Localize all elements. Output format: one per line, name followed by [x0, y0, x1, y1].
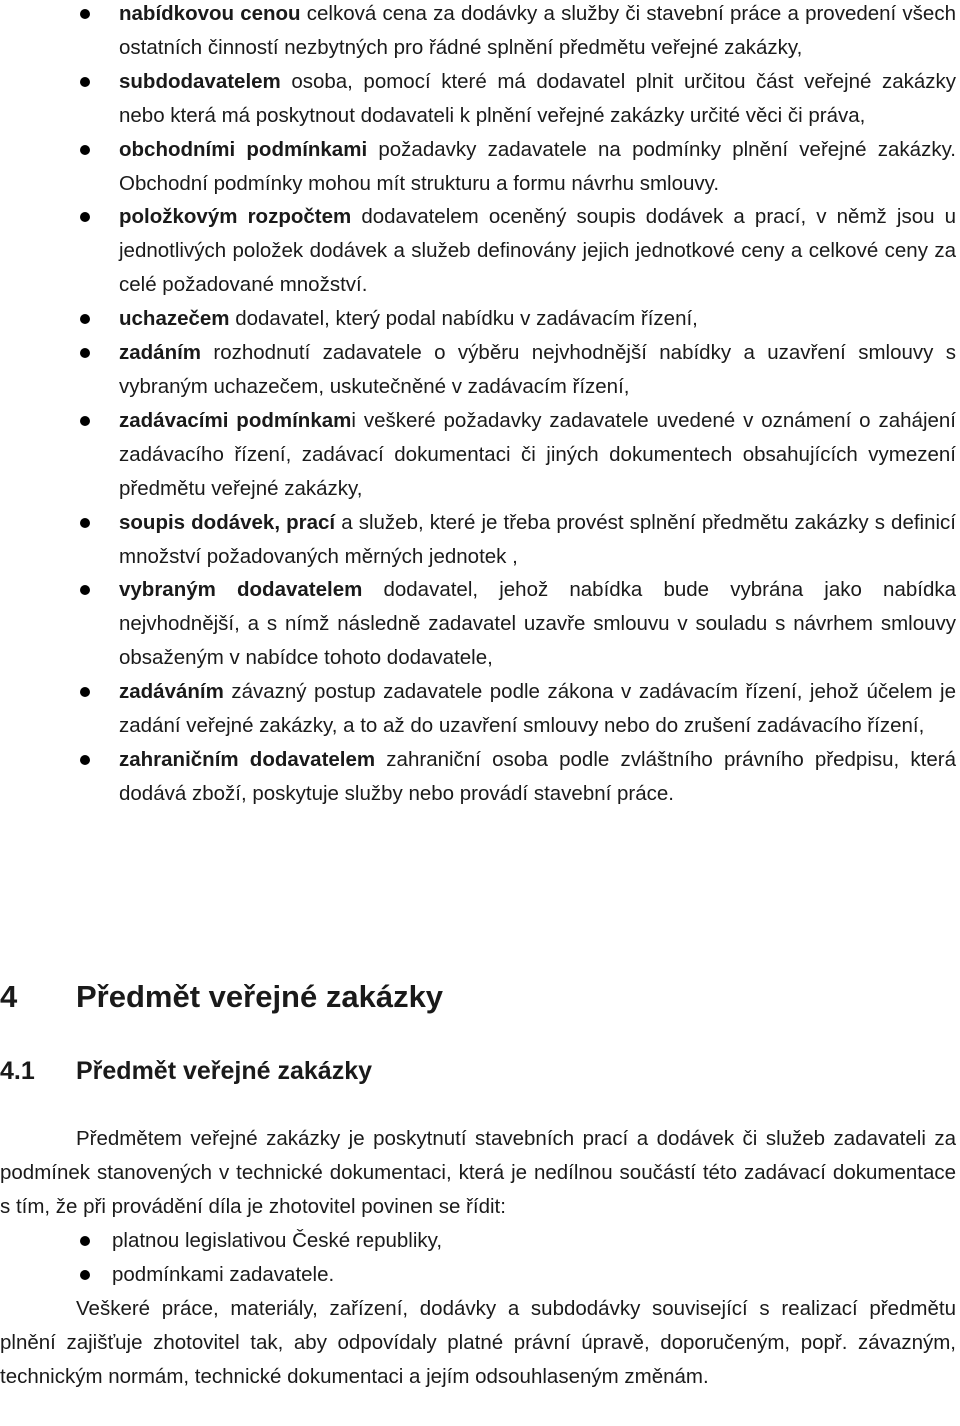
definition-term: uchazečem	[119, 307, 230, 331]
closing-paragraph: Veškeré práce, materiály, zařízení, dodávky a subdodávky související s realizací předmětu plnění zajišťuje zhotovitel tak, aby odpovídaly platné právní úpravě, doporučeným, popř. závazným, technickým normám, technické dokumentaci a jejím odsouhlaseným změnám.	[0, 1297, 956, 1388]
definition-text: zahraniční osoba podle zvláštního právního předpisu, která dodává zboží, poskytuje služby nebo provádí stavební práce.	[119, 747, 956, 805]
requirements-list	[0, 1224, 956, 1292]
definition-item	[0, 404, 960, 506]
bullet-icon	[80, 1270, 90, 1280]
definition-text: požadavky zadavatele na podmínky plnění veřejné zakázky. Obchodní podmínky mohou mít strukturu a formu návrhu smlouvy.	[119, 137, 956, 195]
definition-item	[0, 336, 960, 404]
definition-text: i veškeré požadavky zadavatele uvedené v oznámení o zahájení zadávacího řízení, zadávací dokumentaci či jiných dokumentech obsahujících vymezení předmětu veřejné zakázky,	[119, 408, 956, 500]
definition-item	[0, 743, 960, 811]
requirement-item	[0, 1224, 956, 1258]
definition-text: osoba, pomocí které má dodavatel plnit určitou část veřejné zakázky nebo která má poskytnout dodavateli k plnění veřejné zakázky určité věci či práva,	[119, 69, 956, 127]
requirement-item	[0, 1258, 956, 1292]
bullet-icon	[80, 687, 90, 697]
bullet-icon	[80, 1236, 90, 1246]
definition-item	[0, 573, 960, 675]
section-number: 4	[0, 979, 18, 1014]
bullet-icon	[80, 9, 90, 19]
definition-item	[0, 200, 960, 302]
definition-text: dodavatelem oceněný soupis dodávek a prací, v němž jsou u jednotlivých položek dodávek a služeb definovány jejich jednotkové ceny a celkové ceny za celé požadované množství.	[119, 205, 957, 297]
definition-term: položkovým rozpočtem	[119, 205, 352, 229]
definition-item	[0, 133, 960, 201]
definition-term: nabídkovou cenou	[119, 2, 301, 25]
section-heading	[0, 975, 443, 1019]
definition-text: dodavatel, jehož nabídka bude vybrána jako nabídka nejvhodnější, a s nímž následně zadavatel uzavře smlouvu v souladu s návrhem smlouvy obsaženým v nabídce tohoto dodavatele,	[119, 578, 956, 670]
definition-term: obchodními podmínkami	[119, 137, 368, 161]
bullet-icon	[80, 348, 90, 358]
bullet-icon	[80, 212, 90, 222]
definition-term: zahraničním dodavatelem	[119, 747, 376, 771]
definition-text: závazný postup zadavatele podle zákona v zadávacím řízení, jehož účelem je zadání veřejné zakázky, a to až do uzavření smlouvy nebo do zrušení zadávacího řízení,	[119, 680, 956, 738]
bullet-icon	[80, 416, 90, 426]
definition-text: a služeb, které je třeba provést splnění předmětu zakázky s definicí množství požadovaných měrných jednotek ,	[119, 510, 956, 568]
definition-term: zadávacími podmínkam	[119, 408, 352, 432]
definition-item	[0, 65, 960, 133]
definition-text: dodavatel, který podal nabídku v zadávacím řízení,	[229, 307, 698, 331]
subsection-title: Předmět veřejné zakázky	[76, 1057, 373, 1085]
bullet-icon	[80, 314, 90, 324]
definition-text: rozhodnutí zadavatele o výběru nejvhodnější nabídky a uzavření smlouvy s vybraným uchazečem, uskutečněné v zadávacím řízení,	[119, 341, 956, 398]
bullet-icon	[80, 145, 90, 155]
definition-term: zadáním	[119, 341, 202, 365]
definition-item	[0, 506, 960, 574]
bullet-icon	[80, 755, 90, 765]
definition-term: vybraným dodavatelem	[119, 578, 363, 602]
definition-item	[0, 0, 960, 65]
definition-text: celková cena za dodávky a služby či stavební práce a provedení všech ostatních činností nezbytných pro řádné splnění předmětu veřejné zakázky,	[119, 2, 956, 59]
section-title: Předmět veřejné zakázky	[76, 979, 444, 1014]
bullet-icon	[80, 585, 90, 595]
definition-item	[0, 675, 960, 743]
bullet-icon	[80, 518, 90, 528]
subsection-number: 4.1	[0, 1057, 35, 1085]
requirement-text: podmínkami zadavatele.	[112, 1262, 335, 1286]
definition-term: subdodavatelem	[119, 69, 281, 93]
intro-paragraph: Předmětem veřejné zakázky je poskytnutí stavebních prací a dodávek či služeb zadavateli za podmínek stanovených v technické dokumentaci, která je nedílnou součástí této zadávací dokumentace s tím, že při provádění díla je zhotovitel povinen se řídit:	[0, 1127, 956, 1218]
requirement-text: platnou legislativou České republiky,	[112, 1229, 443, 1252]
definition-item	[0, 302, 960, 336]
subsection-heading	[0, 1053, 372, 1089]
definition-term: soupis dodávek, prací	[119, 510, 336, 534]
bullet-icon	[80, 77, 90, 87]
definition-term: zadáváním	[119, 680, 224, 704]
